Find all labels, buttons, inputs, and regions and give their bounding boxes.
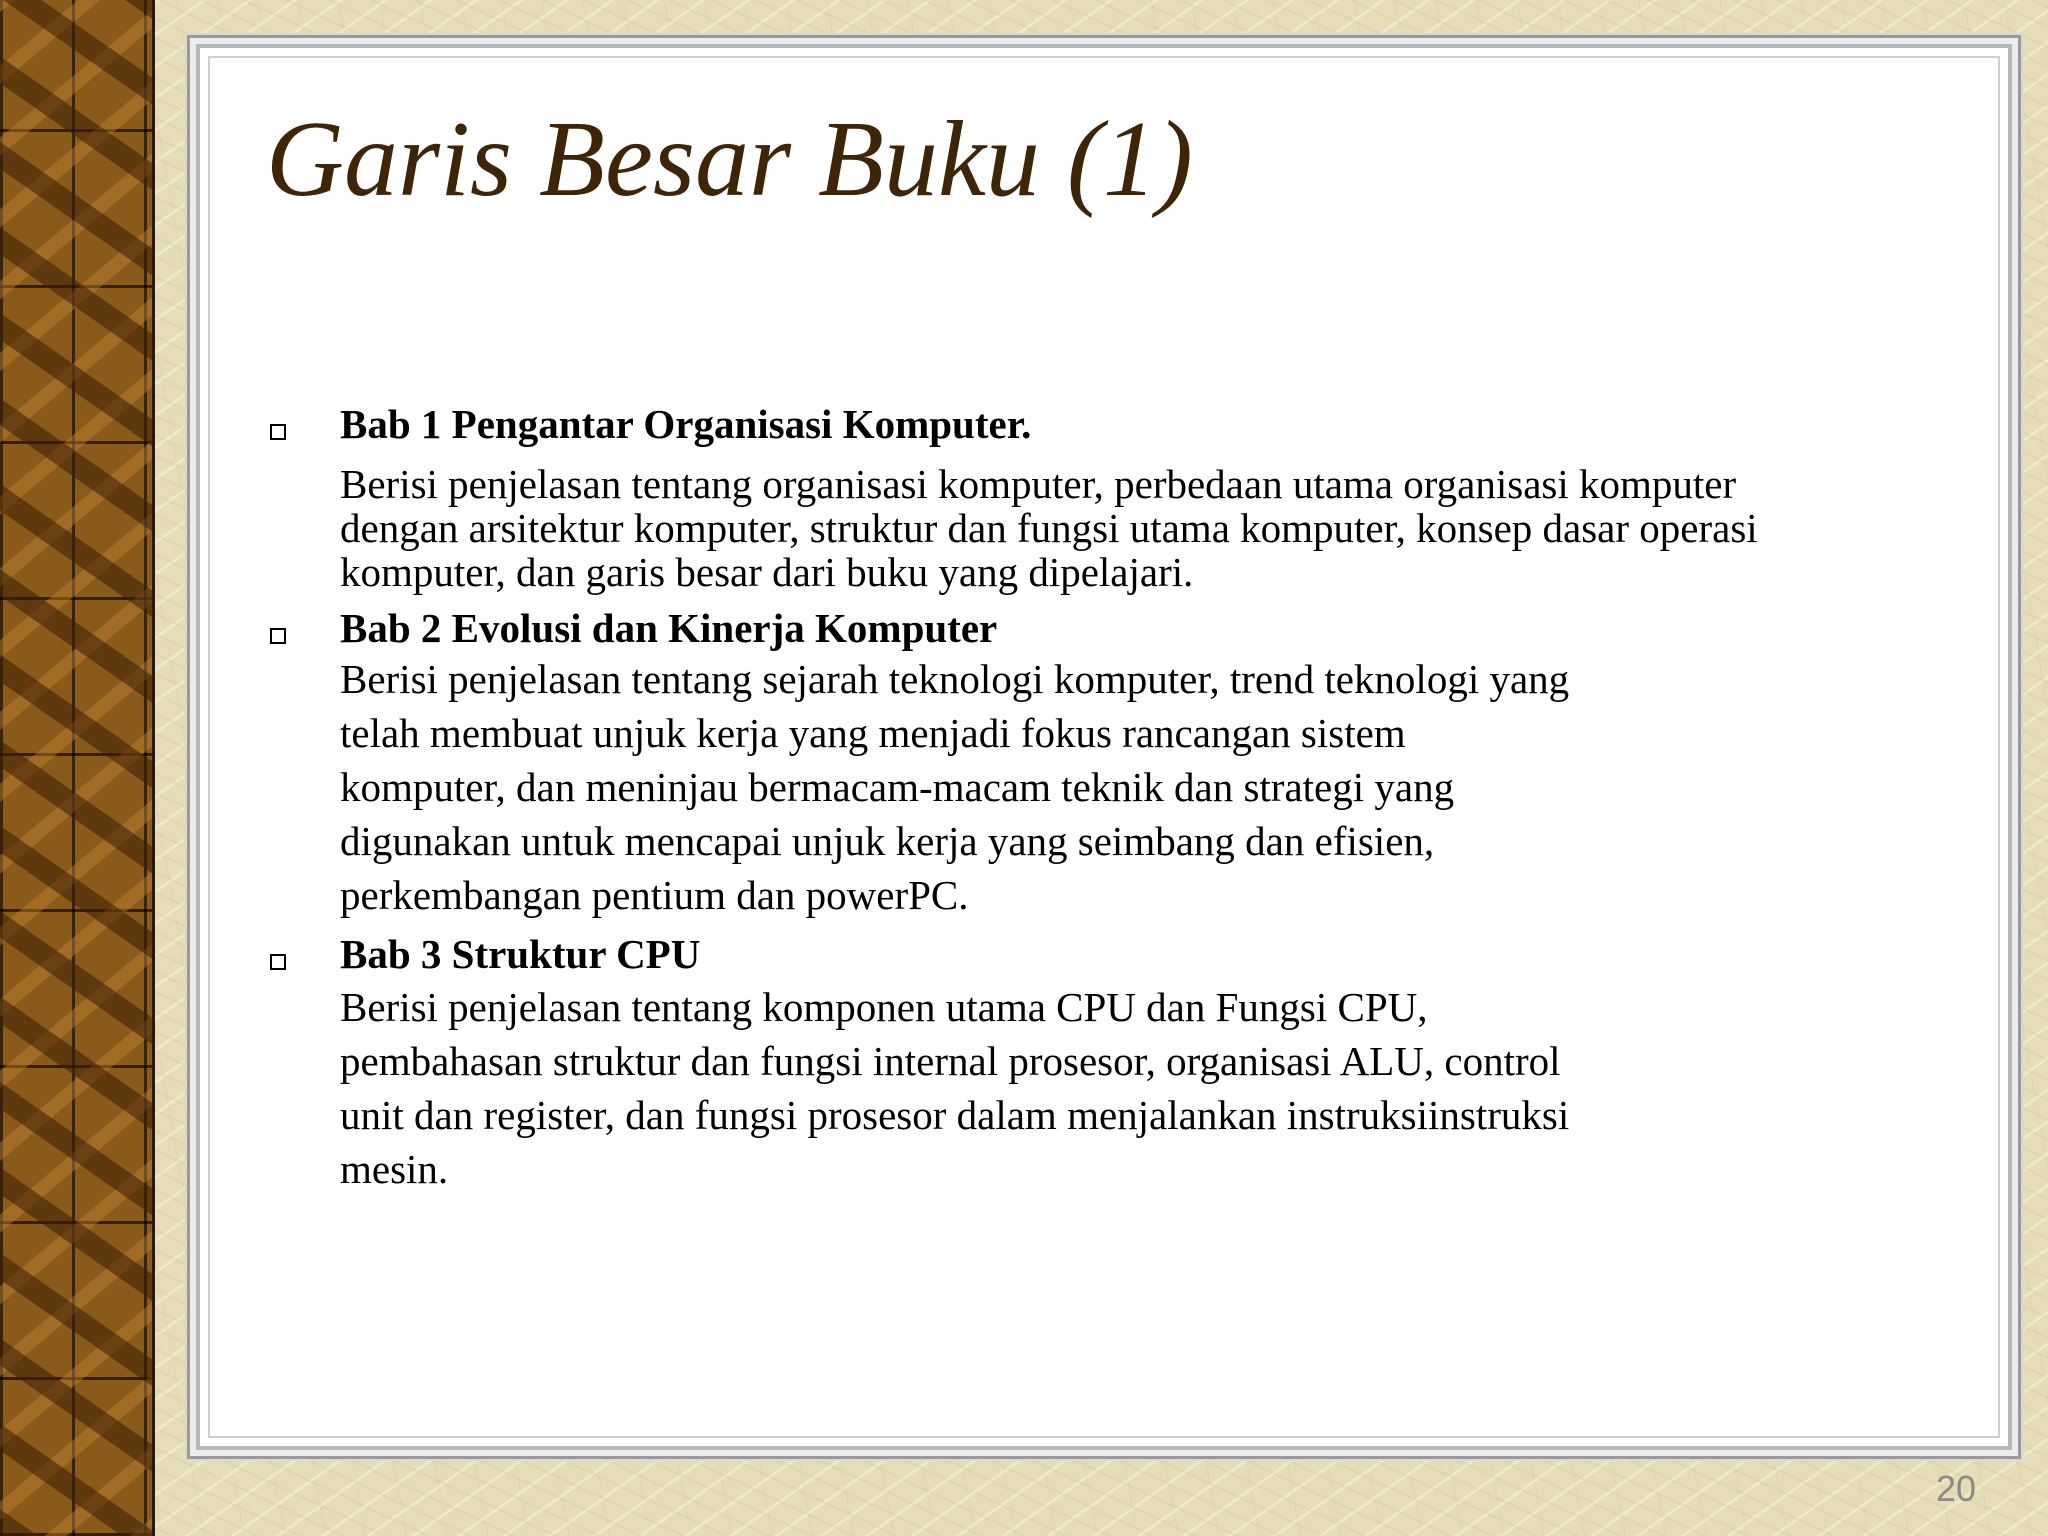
body-line: komputer, dan meninjau bermacam-macam teknik dan strategi yang (340, 764, 1455, 810)
slide-panel (196, 44, 2012, 1450)
section-body-bab-1 (340, 462, 1758, 594)
body-line: digunakan untuk mencapai unjuk kerja yang seimbang dan efisien, (340, 818, 1435, 864)
page-number: 20 (1935, 1468, 1976, 1509)
body-line: komputer, dan garis besar dari buku yang dipelajari. (340, 549, 1194, 595)
body-line: perkembangan pentium dan powerPC. (340, 872, 969, 918)
body-line: Berisi penjelasan tentang komponen utama CPU dan Fungsi CPU, (340, 984, 1428, 1030)
body-line: unit dan register, dan fungsi prosesor dalam menjalankan instruksiinstruksi (340, 1092, 1570, 1138)
square-bullet-icon (270, 424, 286, 440)
square-bullet-icon (270, 628, 286, 644)
body-line: pembahasan struktur dan fungsi internal prosesor, organisasi ALU, control (340, 1038, 1561, 1084)
square-bullet-icon (270, 954, 286, 970)
section-heading-bab-2: Bab 2 Evolusi dan Kinerja Komputer (340, 605, 998, 651)
body-line: Berisi penjelasan tentang organisasi komputer, perbedaan utama organisasi komputer (340, 461, 1737, 507)
body-line: telah membuat unjuk kerja yang menjadi fokus rancangan sistem (340, 710, 1406, 756)
section-body-bab-2 (340, 652, 1569, 922)
decorative-wood-strip (0, 0, 155, 1536)
section-heading-bab-3: Bab 3 Struktur CPU (340, 931, 701, 977)
body-line: mesin. (340, 1146, 449, 1192)
body-line: dengan arsitektur komputer, struktur dan fungsi utama komputer, konsep dasar operasi (340, 505, 1758, 551)
slide-title: Garis Besar Buku (1) (266, 100, 1193, 219)
body-line: Berisi penjelasan tentang sejarah teknologi komputer, trend teknologi yang (340, 656, 1570, 702)
section-heading-bab-1: Bab 1 Pengantar Organisasi Komputer. (340, 401, 1032, 447)
section-body-bab-3 (340, 980, 1569, 1196)
